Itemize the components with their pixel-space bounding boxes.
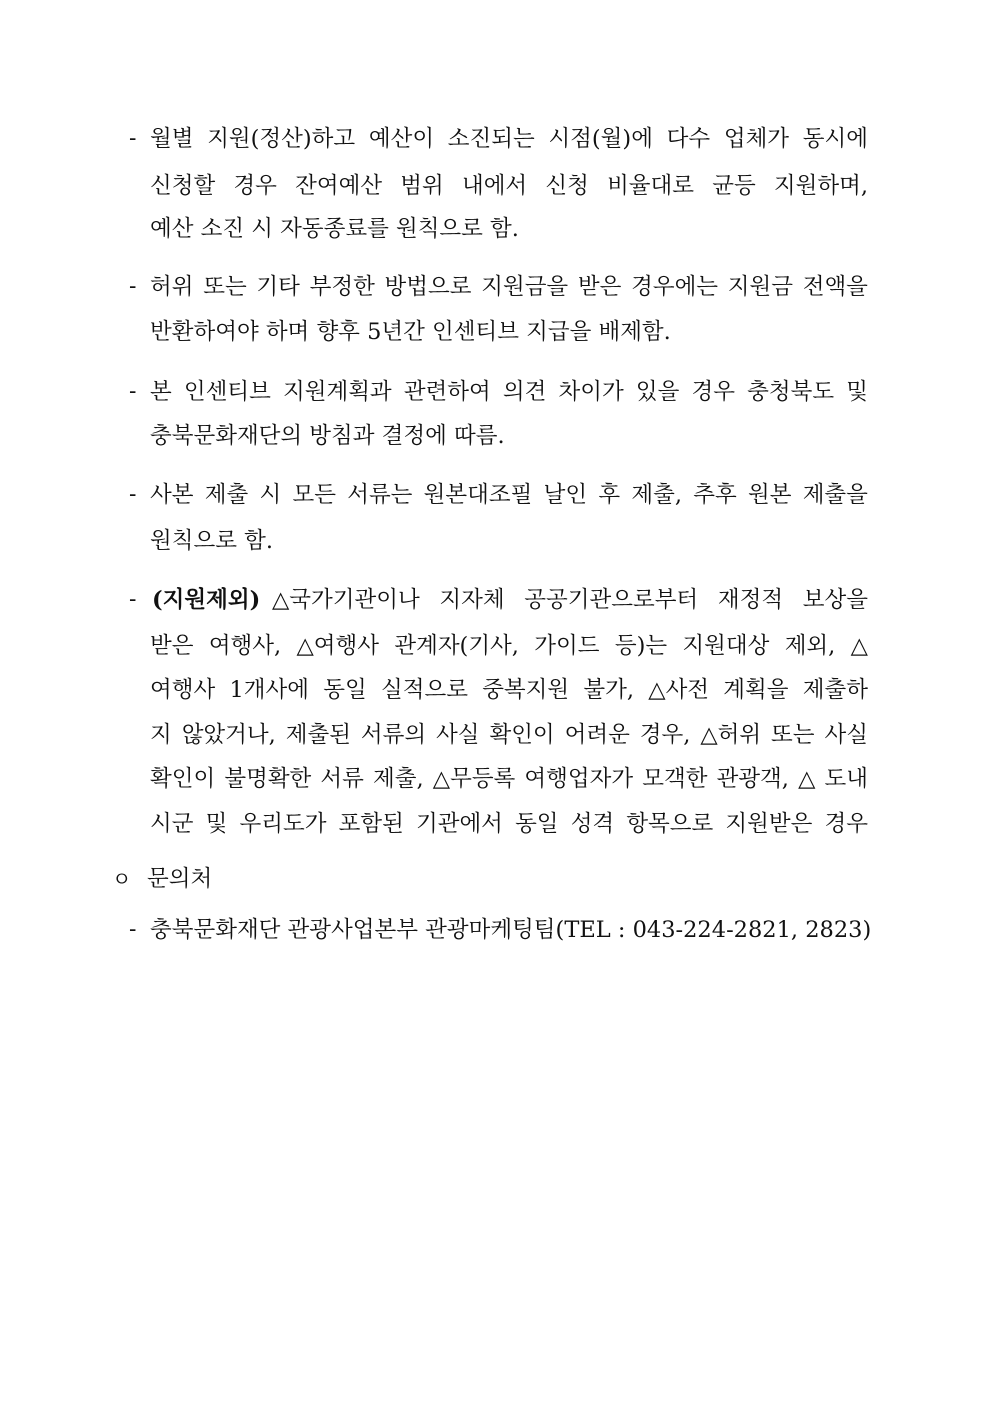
contact-heading: 문의처 [147, 866, 213, 892]
item-5-line-1: △국가기관이나 지자체 공공기관으로부터 재정적 보상을 [272, 587, 868, 613]
bullet-dash: - [129, 482, 137, 507]
bullet-dash: - [129, 917, 137, 942]
item-2-line-2: 반환하여야 하며 향후 5년간 인센티브 지급을 배제함. [150, 319, 671, 345]
item-1-line-1: 월별 지원(정산)하고 예산이 소진되는 시점(월)에 다수 업체가 동시에 [150, 126, 868, 152]
item-5-line-4: 지 않았거나, 제출된 서류의 사실 확인이 어려운 경우, △허위 또는 사실 [150, 722, 868, 748]
circle-bullet: ㅇ [112, 867, 132, 891]
exclusion-tag: (지원제외) [152, 587, 261, 613]
contact-line: 충북문화재단 관광사업본부 관광마케팅팀(TEL : 043-224-2821, 2823) [150, 917, 872, 943]
bullet-dash: - [129, 379, 137, 404]
item-5-line-2: 받은 여행사, △여행사 관계자(기사, 가이드 등)는 지원대상 제외, △ [150, 633, 868, 659]
bullet-dash: - [129, 587, 137, 612]
item-3-line-2: 충북문화재단의 방침과 결정에 따름. [150, 423, 505, 449]
item-2-line-1: 허위 또는 기타 부정한 방법으로 지원금을 받은 경우에는 지원금 전액을 [150, 274, 868, 300]
item-5-line-5: 확인이 불명확한 서류 제출, △무등록 여행업자가 모객한 관광객, △ 도내 [150, 766, 868, 792]
item-4-line-1: 사본 제출 시 모든 서류는 원본대조필 날인 후 제출, 추후 원본 제출을 [150, 482, 868, 508]
item-5-line-3: 여행사 1개사에 동일 실적으로 중복지원 불가, △사전 계획을 제출하 [150, 677, 868, 703]
item-1-line-3: 예산 소진 시 자동종료를 원칙으로 함. [150, 216, 519, 242]
item-1-line-2: 신청할 경우 잔여예산 범위 내에서 신청 비율대로 균등 지원하며, [150, 173, 868, 199]
bullet-dash: - [129, 126, 137, 151]
item-3-line-1: 본 인센티브 지원계획과 관련하여 의견 차이가 있을 경우 충청북도 및 [150, 379, 868, 405]
bullet-dash: - [129, 274, 137, 299]
item-4-line-2: 원칙으로 함. [150, 528, 273, 554]
item-5-line-6: 시군 및 우리도가 포함된 기관에서 동일 성격 항목으로 지원받은 경우 [150, 811, 868, 837]
